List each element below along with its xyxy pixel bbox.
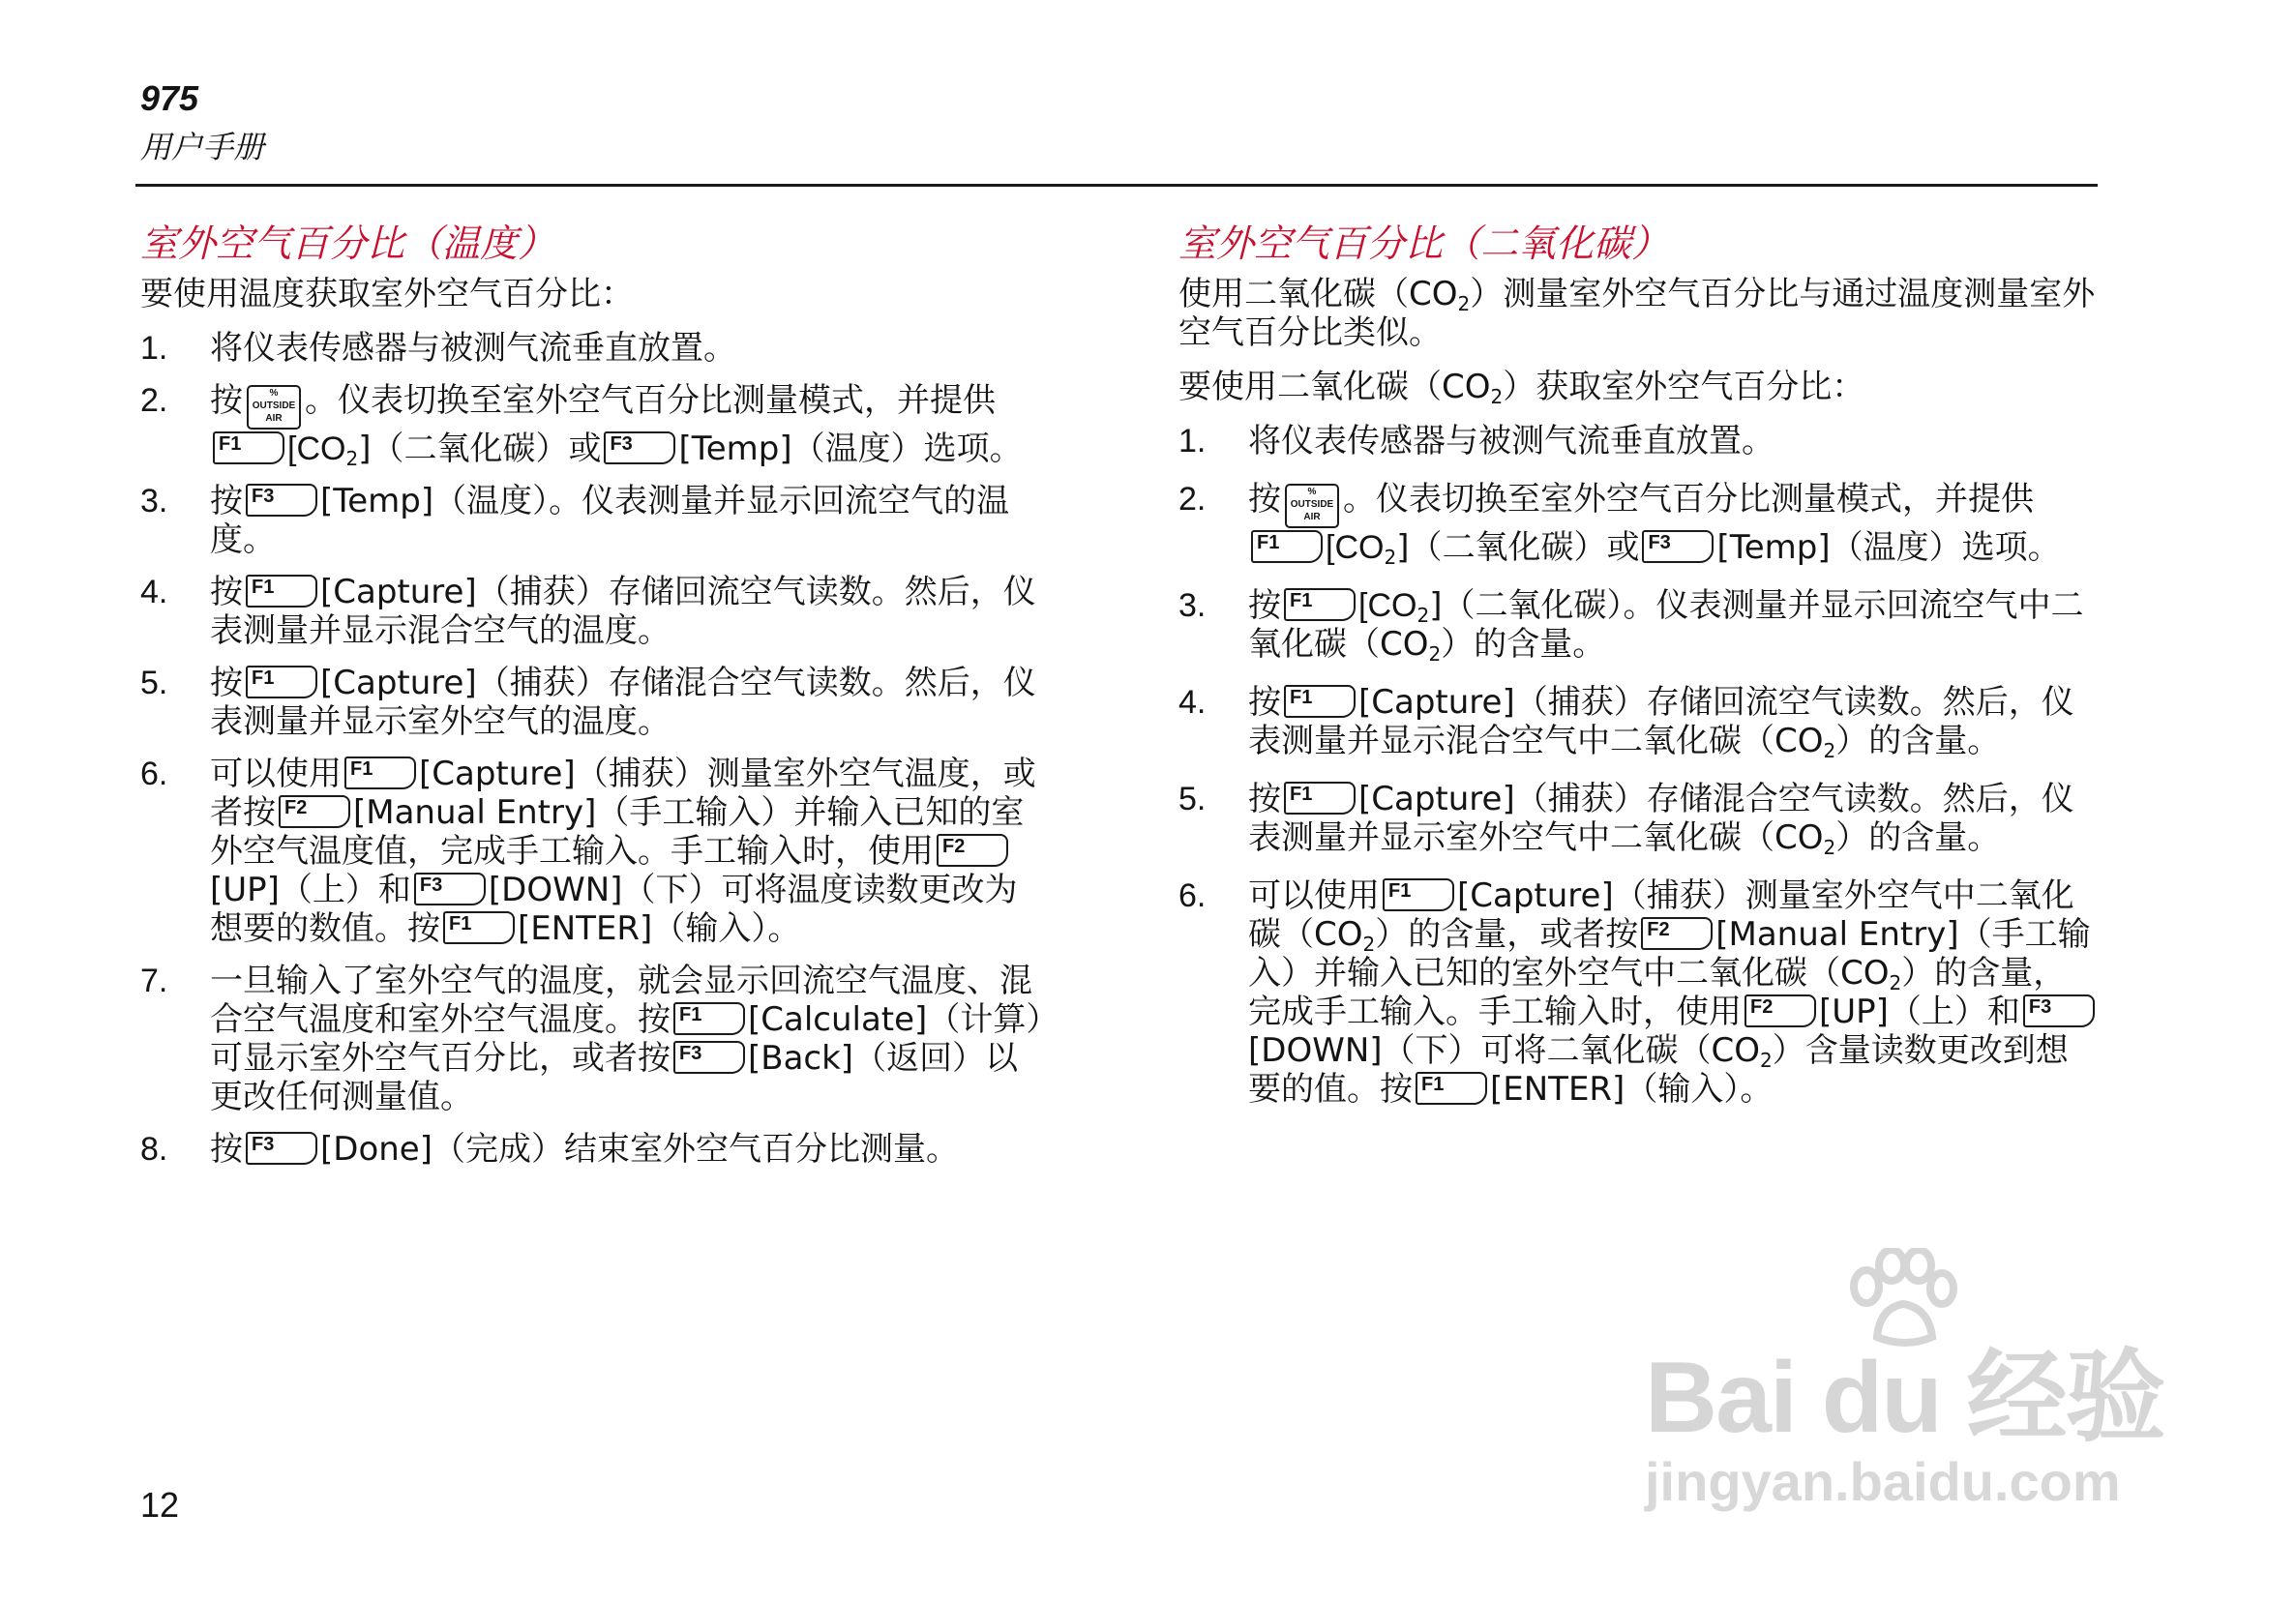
step-text: [Temp]（温度）选项。 <box>678 430 1023 468</box>
f3-key-icon: F3 <box>414 873 486 905</box>
step-number: 6. <box>1178 877 1207 914</box>
step-2: 2. 按 % OUTSIDE AIR 。仪表切换至室外空气百分比测量模式，并提供 F1 $[CO_2]$（二氧化碳）或 F3 [Temp]（温度）选项。 <box>140 381 1023 470</box>
f3-key-icon: F3 <box>604 431 675 464</box>
f3-key-icon: F3 <box>246 484 317 517</box>
steps-list <box>1178 422 2098 1109</box>
f1-key-icon: F1 <box>1416 1072 1487 1105</box>
step-text: [Temp]（温度）。仪表测量并显示回流空气的温度。 <box>210 482 1010 559</box>
step-3: 3. 按 F1 $[CO_2]$（二氧化碳）。仪表测量并显示回流空气中二氧化碳$(CO_2)$的含量。 <box>1178 586 2084 666</box>
manual-model: 975 <box>140 78 199 118</box>
section-co2 <box>1178 221 2098 1128</box>
co2-option-label: [CO <box>287 430 346 467</box>
section-intro: 使用二氧化碳$(CO_2)$测量室外空气百分比与通过温度测量室外空气百分比类似。 <box>1178 275 2096 352</box>
section-temperature <box>140 221 1050 1182</box>
f1-key-icon: F1 <box>213 431 284 464</box>
watermark-url: jingyan.baidu.com <box>1645 1451 2121 1512</box>
step-number: 4. <box>1178 684 1207 721</box>
f1-key-icon: F1 <box>1284 588 1356 621</box>
f1-key-icon: F1 <box>344 756 416 789</box>
step-2: 2. 按 % OUTSIDE AIR 。仪表切换至室外空气百分比测量模式，并提供 F1 $[CO_2]$（二氧化碳）或 F3 [Temp]（温度）选项。 <box>1178 480 2061 569</box>
f1-key-icon: F1 <box>1284 782 1356 815</box>
baidu-jingyan-watermark <box>1645 1248 2187 1538</box>
section-intro: 要使用二氧化碳$(CO_2)$获取室外空气百分比： <box>1178 368 1865 408</box>
step-number: 1. <box>140 330 168 367</box>
section-title-temperature: 室外空气百分比（温度） <box>140 222 556 266</box>
f1-key-icon: F1 <box>443 911 515 944</box>
step-8: 8. 按 F3 [Done]（完成）结束室外空气百分比测量。 <box>140 1130 959 1169</box>
f1-key-icon: F1 <box>246 575 317 608</box>
f2-key-icon: F2 <box>937 834 1008 867</box>
step-5: 5. 按 F1 [Capture]（捕获）存储混合空气读数。然后，仪表测量并显示室外空气的温度。 <box>140 664 1036 741</box>
watermark-brand: Bai du 经验 <box>1645 1342 2164 1454</box>
step-text: 将仪表传感器与被测气流垂直放置。 <box>1248 422 1774 460</box>
step-number: 4. <box>140 574 168 610</box>
step-1 <box>140 329 1050 368</box>
step-text: [Capture]（捕获）存储回流空气读数。然后，仪表测量并显示混合空气的温度。 <box>210 573 1036 650</box>
step-text: [Capture]（捕获）存储混合空气读数。然后，仪表测量并显示室外空气的温度。 <box>210 664 1036 741</box>
step-text: 将仪表传感器与被测气流垂直放置。 <box>210 329 736 368</box>
f3-key-icon: F3 <box>673 1041 745 1074</box>
header-rule <box>135 184 2098 187</box>
step-text: 按 <box>210 381 243 420</box>
step-6: 6. 可以使用 F1 [Capture]（捕获）测量室外空气中二氧化碳$(CO_2)$的含量，或者按 F2 [Manual Entry]（手工输入）并输入已知的室外空气中二氧化碳$(CO_2)$的含量，完成手工输入。手工输入时，使用 F2 [UP]（上）和 F3 [DOWN]（下）可将二氧化碳$(CO_2)$含量读数更改到想要的值。按 F1 [ENTER]（输入）。 <box>1178 876 2098 1109</box>
step-3: 3. 按 F3 [Temp]（温度）。仪表测量并显示回流空气的温度。 <box>140 482 1010 559</box>
step-7: 7. 一旦输入了室外空气的温度，就会显示回流空气温度、混合空气温度和室外空气温度。按 F1 [Calculate]（计算）可显示室外空气百分比，或者按 F3 [Back]（返回）以更改任何测量值。 <box>140 962 1043 1116</box>
step-number: 6. <box>140 756 168 792</box>
step-number: 5. <box>1178 781 1207 817</box>
f1-key-icon: F1 <box>246 666 317 698</box>
step-number: 7. <box>140 963 168 999</box>
step-number: 2. <box>140 382 168 419</box>
step-number: 1. <box>1178 423 1207 460</box>
paw-icon <box>1843 1248 1959 1354</box>
step-6: 6. 可以使用 F1 [Capture]（捕获）测量室外空气温度，或者按 F2 [Manual Entry]（手工输入）并输入已知的室外空气温度值，完成手工输入。手工输入时，使用 F2 [UP]（上）和 F3 [DOWN]（下）可将温度读数更改为想要的数值。按 F1 [ENTER]（输入）。 <box>140 755 1036 948</box>
f1-key-icon: F1 <box>673 1002 745 1035</box>
step-4: 4. 按 F1 [Capture]（捕获）存储回流空气读数。然后，仪表测量并显示混合空气中二氧化碳$(CO_2)$的含量。 <box>1178 683 2074 762</box>
f1-key-icon: F1 <box>1383 878 1454 911</box>
step-5: 5. 按 F1 [Capture]（捕获）存储混合空气读数。然后，仪表测量并显示室外空气中二氧化碳$(CO_2)$的含量。 <box>1178 780 2074 859</box>
step-text: ]（二氧化碳）或 <box>358 430 602 468</box>
step-1 <box>1178 422 2098 460</box>
step-number: 5. <box>140 665 168 701</box>
manual-subtitle: 用户手册 <box>140 129 265 165</box>
step-4: 4. 按 F1 [Capture]（捕获）存储回流空气读数。然后，仪表测量并显示混合空气的温度。 <box>140 573 1036 650</box>
step-number: 3. <box>1178 587 1207 624</box>
page-number: 12 <box>140 1485 180 1525</box>
step-number: 3. <box>140 483 168 519</box>
f1-key-icon: F1 <box>1251 530 1323 563</box>
step-number: 2. <box>1178 481 1207 518</box>
step-text: 。仪表切换至室外空气百分比测量模式，并提供 <box>305 381 996 420</box>
f3-key-icon: F3 <box>2023 994 2095 1027</box>
f2-key-icon: F2 <box>279 795 350 828</box>
outside-air-key-icon: % OUTSIDE AIR <box>247 385 301 430</box>
f1-key-icon: F1 <box>1284 685 1356 718</box>
f3-key-icon: F3 <box>1642 530 1714 563</box>
f2-key-icon: F2 <box>1744 994 1816 1027</box>
section-title-co2: 室外空气百分比（二氧化碳） <box>1178 222 1670 266</box>
f3-key-icon: F3 <box>246 1132 317 1165</box>
f2-key-icon: F2 <box>1641 917 1713 950</box>
step-number: 8. <box>140 1131 168 1168</box>
section-intro: 要使用温度获取室外空气百分比： <box>140 275 634 313</box>
steps-list <box>140 329 1050 1169</box>
outside-air-key-icon: % OUTSIDE AIR <box>1285 484 1339 528</box>
